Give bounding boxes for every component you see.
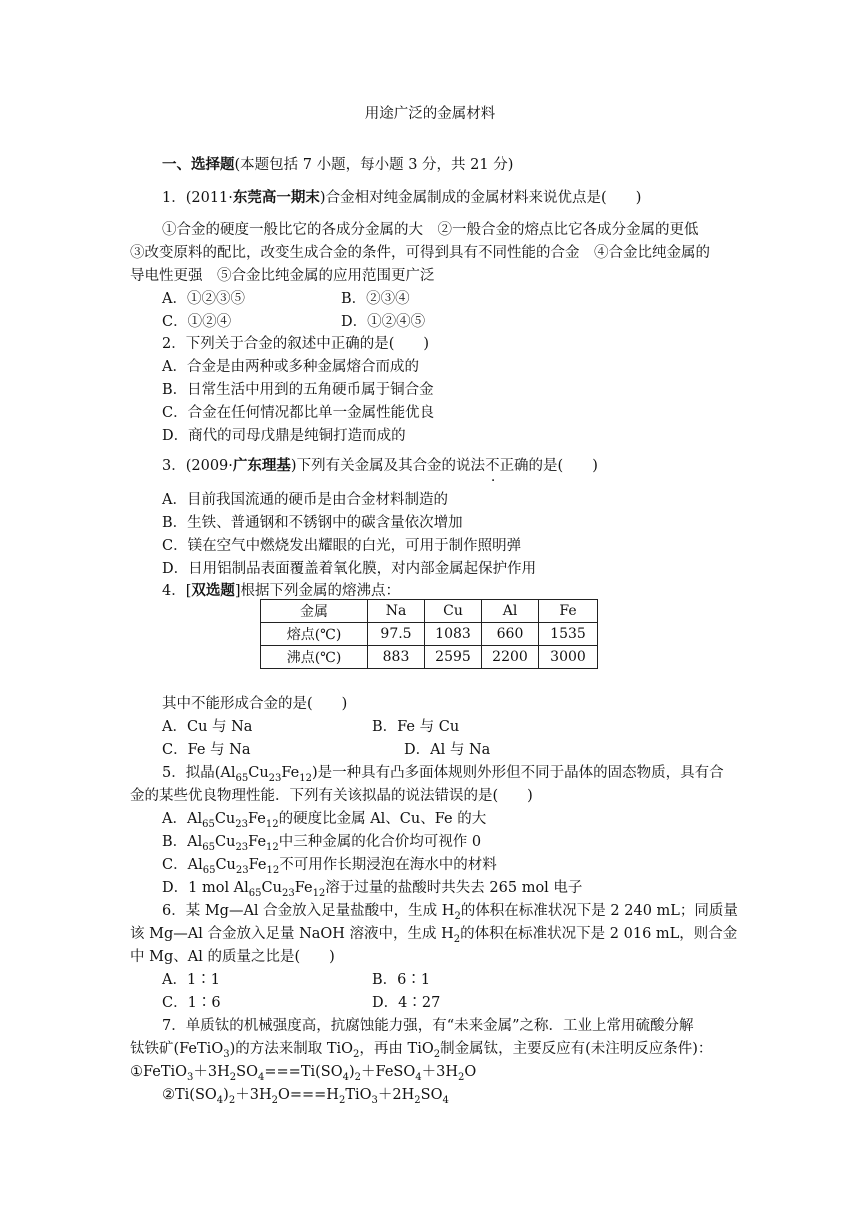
melting-boiling-table [260,599,598,669]
table-cell: 660 [482,623,539,646]
section-heading: 一、选择题(本题包括 7 小题，每小题 3 分，共 21 分) [162,156,514,173]
table-header-row [261,600,598,623]
question-5-line-2: 金的某些优良物理性能．下列有关该拟晶的说法错误的是( ) [130,788,533,804]
question-6-option-d: D．4∶27 [372,995,441,1011]
table-header-cell: Cu [425,600,482,623]
table-cell: 1535 [539,623,598,646]
page-title: 用途广泛的金属材料 [364,106,496,122]
question-3-stem: 3．(2009·广东理基)下列有关金属及其合金的说法不正确的是( ) [162,457,598,474]
table-cell: 3000 [539,646,598,669]
question-1-stem: 1．(2011·东莞高一期末)合金相对纯金属制成的金属材料来说优点是( ) [162,189,642,206]
question-2-option-d: D．商代的司母戊鼎是纯铜打造而成的 [162,428,406,444]
table-cell: 1083 [425,623,482,646]
question-6-line-3: 中 Mg、Al 的质量之比是( ) [130,949,335,965]
question-1-option-c: C．①②④ [162,314,232,330]
question-1-option-b: B．②③④ [341,291,410,307]
question-2-option-a: A．合金是由两种或多种金属熔合而成的 [162,359,419,375]
table-cell: 熔点(℃) [261,623,368,646]
question-3-option-a: A．目前我国流通的硬币是由合金材料制造的 [162,492,448,508]
question-3-option-d: D．日用铝制品表面覆盖着氧化膜，对内部金属起保护作用 [162,561,537,577]
table-cell: 97.5 [368,623,425,646]
question-5-option-b: B．$Al_{65}Cu_{23}Fe_{12}$中三种金属的化合价均可视作 0 [162,834,482,853]
question-4-followup: 其中不能形成合金的是( ) [162,696,348,712]
question-2-stem: 2．下列关于合金的叙述中正确的是( ) [162,336,430,352]
emphasis-mark: 不 [485,458,500,474]
question-3-option-b: B．生铁、普通钢和不锈钢中的碳含量依次增加 [162,515,463,531]
reaction-equation-2: $②Ti(SO_4)_2+3H_2O===H_2TiO_3+2H_2SO_4$ [162,1087,449,1106]
table-header-cell: Fe [539,600,598,623]
question-6-option-c: C．1∶6 [162,995,221,1011]
question-1-line-1: ①合金的硬度一般比它的各成分金属的大 ②一般合金的熔点比它各成分金属的更低 [162,222,699,238]
question-6-option-b: B．6∶1 [372,972,431,988]
question-6-line-2: 该 Mg—Al 合金放入足量 NaOH 溶液中，生成 $H_2$的体积在标准状况下是 2 016 mL，则合金 [130,926,738,945]
question-4-option-c: C．Fe 与 Na [162,742,251,758]
question-5-line-1: 5．拟晶$(Al_{65}Cu_{23}Fe_{12})$是一种具有凸多面体规则外形但不同于晶体的固态物质，具有合 [162,765,724,784]
question-3-option-c: C．镁在空气中燃烧发出耀眼的白光，可用于制作照明弹 [162,538,522,554]
question-7-line-1: 7．单质钛的机械强度高，抗腐蚀能力强，有“未来金属”之称．工业上常用硫酸分解 [162,1018,694,1034]
question-4-option-d: D．Al 与 Na [404,742,491,758]
question-6-option-a: A．1∶1 [162,972,220,988]
question-2-option-b: B．日常生活中用到的五角硬币属于铜合金 [162,382,434,398]
question-4-option-a: A．Cu 与 Na [162,719,253,735]
table-cell: 沸点(℃) [261,646,368,669]
question-5-option-a: A．$Al_{65}Cu_{23}Fe_{12}$的硬度比金属 Al、Cu、Fe 的大 [162,811,487,830]
question-1-option-a: A．①②③⑤ [162,291,245,307]
question-4-stem: 4．[双选题]根据下列金属的熔沸点： [162,582,401,599]
question-4-option-b: B．Fe 与 Cu [372,719,460,735]
table-header-cell: Na [368,600,425,623]
table-cell: 2595 [425,646,482,669]
question-7-line-2: 钛铁矿(FeTiO$_3$)的方法来制取 TiO$_2$，再由 TiO$_2$制金属钛，主要反应有(未注明反应条件)： [130,1041,713,1060]
question-5-option-d: D．1 mol $Al_{65}Cu_{23}Fe_{12}$溶于过量的盐酸时共失去 265 mol 电子 [162,880,583,899]
question-1-option-d: D．①②④⑤ [341,314,426,330]
question-1-line-3: 导电性更强 ⑤合金比纯金属的应用范围更广泛 [130,268,435,284]
table-row [261,623,598,646]
table-cell: 2200 [482,646,539,669]
question-2-option-c: C．合金在任何情况都比单一金属性能优良 [162,405,435,421]
reaction-equation-1: $①FeTiO_3+3H_2SO_4===Ti(SO_4)_2+FeSO_4+3H_2O$ [130,1064,477,1083]
table-header-cell: Al [482,600,539,623]
table-cell: 883 [368,646,425,669]
question-5-option-c: C．$Al_{65}Cu_{23}Fe_{12}$不可用作长期浸泡在海水中的材料 [162,857,497,876]
table-header-cell: 金属 [261,600,368,623]
question-1-line-2: ③改变原料的配比，改变生成合金的条件，可得到具有不同性能的合金 ④合金比纯金属的 [130,245,710,261]
question-6-line-1: 6．某 Mg—Al 合金放入足量盐酸中，生成 $H_2$的体积在标准状况下是 2 240 mL；同质量 [162,903,738,922]
table-row [261,646,598,669]
